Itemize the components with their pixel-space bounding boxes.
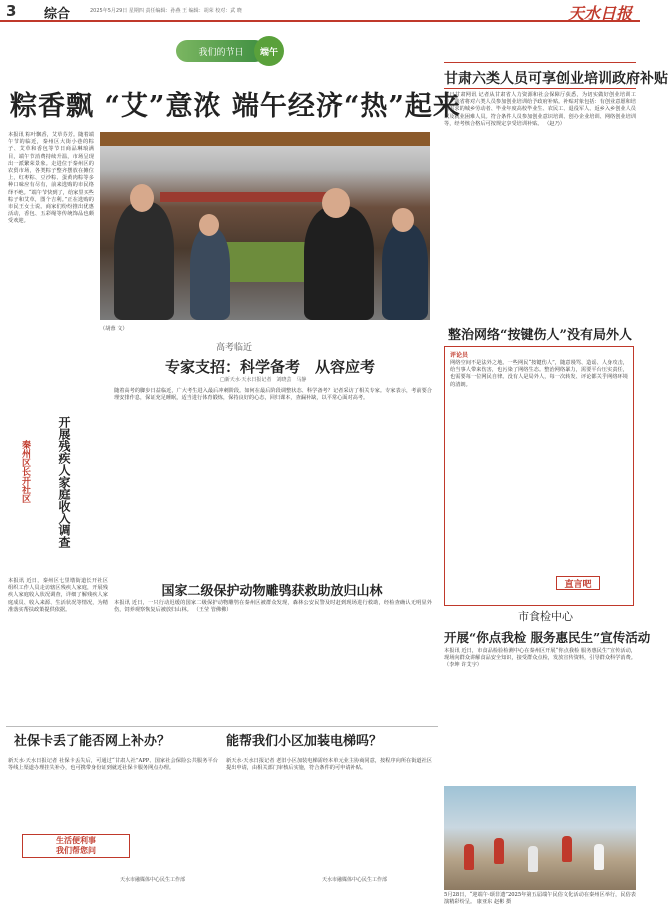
holiday-banner: 我们的节日 (176, 40, 266, 62)
lead-credit (100, 326, 430, 340)
life-help-line1: 生活便利事 (56, 836, 96, 845)
commentary-body: 网络空间不是法外之地。一些网民“按键伤人”，随意谩骂、造谣、人身攻击，给当事人带来伤害，也污染了网络生态。整治网络暴力，需要平台压实责任，也需要每一位网民自律。没有人是局外人，每一次转发、评论都关乎网络环境的清朗。 (450, 360, 628, 388)
eagle-owl-article (114, 600, 432, 720)
commentary-title: 整治网络“按键伤人”没有局外人 (448, 328, 632, 343)
entrepreneur-title: 甘肃六类人员可享创业培训政府补贴 (444, 71, 668, 87)
market-credit: （李坤 许艾宇） (444, 662, 482, 669)
disabled-article (8, 578, 108, 718)
market-title: 开展“你点我检 服务惠民生”宣传活动 (444, 630, 651, 645)
page-number: 3 (6, 2, 17, 20)
social-card-article (8, 758, 218, 830)
elevator-article (226, 758, 432, 868)
bottom-divider (6, 726, 438, 727)
market-body: 本报讯 近日，市食品检验检测中心在秦州区开展“你点我检 服务惠民生”宣传活动，现场向群众讲解食品安全知识，接受群众点检，发放宣传资料，引导群众科学消费。 (444, 648, 636, 662)
photo-caption (444, 892, 636, 914)
life-help-line2: 我们帮您问 (56, 846, 96, 855)
social-card-body: 新天水·天水日报记者 社保卡丢失后，可通过“甘肃人社”APP、国家社会保险公共服务平台等线上渠道办理挂失补办，也可携带身份证到就近社保卡服务网点办理。 (8, 758, 218, 772)
zhiyan-tag: 直言吧 (556, 576, 600, 590)
disabled-body: 本报讯 近日，秦州区七里墩街道长开社区组织工作人员走访辖区残疾人家庭，开展残疾人家庭收入状况调查，详细了解残疾人家庭成员、收入来源、生活状况等情况，为精准落实帮扶政策提供依据。 (8, 578, 108, 613)
elevator-body: 新天水·天水日报记者 老旧小区加装电梯需经本单元业主协商同意，按程序向所在街道社区提出申请，由相关部门审核后实施，符合条件的可申请补贴。 (226, 758, 432, 772)
date-line: 2025年5月29日 星期四 责任编辑：孙燕 王 编辑：胡荣 校对：武 晓 (90, 8, 242, 14)
market-section-label: 市食检中心 (518, 610, 573, 623)
lead-body-text: 本报讯 粽叶飘香，艾草芬芳。随着端午节的临近，秦州区大街小巷的粽子、艾草和香包等节日商品琳琅满目，端午节消费持续升温，市场呈现出一派繁荣景象。走进位于秦州区的农贸市场，各类粽子整齐摆放在摊位上，红枣粽、豆沙粽、蛋黄肉粽等多种口味应有尽有，前来选购的市民络绎不绝。“端午节快到了，给家里买些粽子和艾草，图个吉利。”正在选购的市民王女士说。商家们纷纷推出优惠活动，香包、五彩绳等传统饰品也颇受欢迎。 (8, 132, 94, 225)
lead-headline: 粽香飘 “艾”意浓 端午经济“热”起来 (10, 91, 461, 122)
eagle-owl-title: 国家二级保护动物雕鸮获救助放归山林 (161, 584, 383, 599)
eagle-owl-body: 本报讯 近日，一只行动迟缓的国家二级保护动物雕鸮在秦州区被群众发现，森林公安民警及时赶到现场进行救助，经检查确认无明显外伤，饲养观察恢复后被放归山林。 (114, 600, 432, 614)
newspaper-logo: 天水日报 (567, 4, 632, 23)
gaokao-article (114, 388, 432, 574)
photo-caption-credit: 康亚东 赵彬 摄 (476, 899, 512, 906)
section-name: 综合 (44, 7, 71, 22)
lead-article-body (8, 132, 94, 328)
gaokao-kicker: 高考临近 (216, 343, 253, 353)
disabled-subtitle: 秦州区长开社区 (20, 440, 30, 503)
entrepreneur-body: 每日甘肃网讯 记者从甘肃省人力资源和社会保障厅获悉，为切实做好创业培训工作，我省将对六类人员参加创业培训给予政府补贴。补贴对象包括：有创业意愿和培训需求的城乡劳动者、毕业年度高校毕业生、农民工、退役军人、返乡入乡创业人员以及就业困难人员。符合条件人员参加创业意识培训、创办企业培训、网络创业培训等，经考核合格后可按规定享受培训补贴。 (444, 92, 636, 127)
photo-caption-text: 5月28日，“迎端午·颂非遗”2025年第五届端午民俗文化活动在秦州区举行，民俗表演精彩纷呈。 (444, 892, 636, 906)
entrepreneur-credit: （赵乃） (544, 120, 565, 127)
gaokao-byline: □新天水·天水日报记者 刘晓芸 马静 (220, 377, 307, 383)
disabled-title: 开展残疾人家庭收入调查 (57, 416, 71, 548)
holiday-badge-icon: 端午 (254, 36, 284, 66)
market-photo (100, 132, 430, 320)
social-card-footer: 天水市融媒体中心民生工作部 (120, 877, 186, 883)
life-help-badge (22, 834, 130, 858)
gaokao-title: 专家支招：科学备考 从容应考 (164, 358, 375, 376)
elevator-title: 能帮我们小区加装电梯吗？ (226, 734, 383, 749)
commentary-article (450, 360, 628, 570)
market-article (444, 648, 636, 780)
gaokao-body: 随着高考的脚步日益临近，广大考生进入最后冲刺阶段。如何在最后阶段调整状态、科学备考？记者采访了相关专家。专家表示，考前要合理安排作息，保证充足睡眠，适当进行体育锻炼，保持良好的心态，回归课本，查漏补缺，以平常心面对高考。 (114, 388, 432, 402)
lead-credit-text: （胡蓉 文） (100, 326, 128, 332)
social-card-title: 社保卡丢了能否网上补办？ (14, 734, 171, 749)
commentary-label: 评论员 (450, 352, 469, 359)
entrepreneur-article (444, 92, 636, 302)
folk-performance-photo (444, 786, 636, 890)
masthead (0, 0, 640, 22)
elevator-footer: 天水市融媒体中心民生工作部 (322, 877, 388, 883)
eagle-owl-credit: （王莹 管佛佛） (193, 607, 232, 614)
